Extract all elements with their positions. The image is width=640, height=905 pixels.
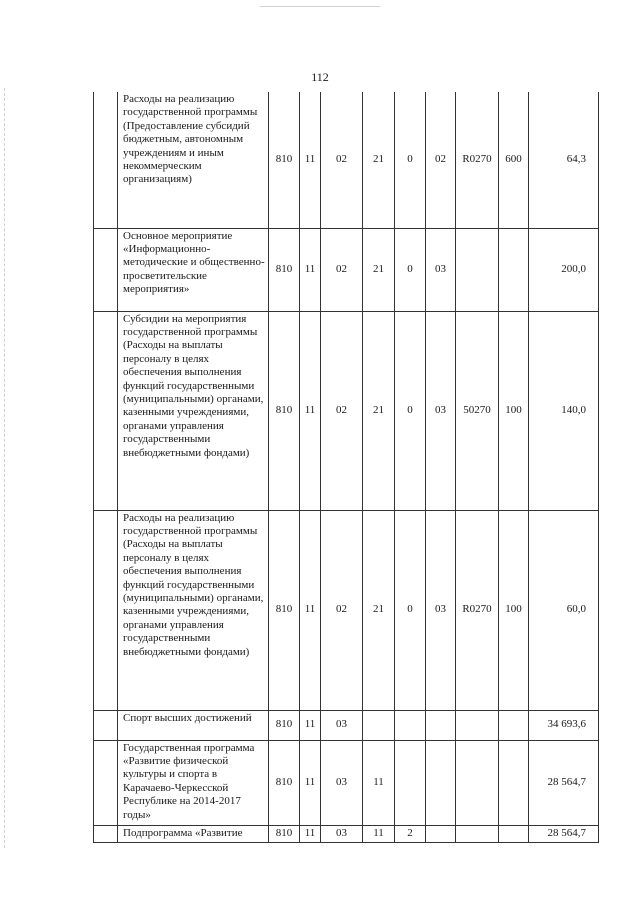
code-cell: 810 — [269, 311, 300, 510]
code-cell: 02 — [321, 228, 363, 311]
page-number: 112 — [311, 70, 329, 84]
table-row — [94, 710, 599, 740]
code-cell: 11 — [300, 311, 321, 510]
amount-cell: 60,0 — [529, 510, 599, 710]
amount-cell: 34 693,6 — [529, 710, 599, 740]
code-cell: 100 — [499, 311, 529, 510]
code-cell — [426, 740, 456, 825]
budget-table — [93, 92, 599, 843]
code-cell — [395, 710, 426, 740]
table-row — [94, 740, 599, 825]
code-cell: 03 — [426, 311, 456, 510]
amount-cell: 200,0 — [529, 228, 599, 311]
code-cell: 03 — [321, 825, 363, 842]
code-cell — [426, 710, 456, 740]
code-cell — [499, 228, 529, 311]
code-cell: 21 — [363, 311, 395, 510]
code-cell: 0 — [395, 92, 426, 228]
code-cell: R0270 — [456, 510, 499, 710]
code-cell — [363, 710, 395, 740]
table-row — [94, 825, 599, 842]
row-index-cell — [94, 825, 118, 842]
row-name: Расходы на реализацию государственной программы (Расходы на выплаты персоналу в целях обеспечения выполнения функций государственными (муниципальными) органами, казенными учреждениями, органами управления государственными внебюджетными фондами) — [118, 510, 269, 710]
amount-cell: 64,3 — [529, 92, 599, 228]
code-cell: 0 — [395, 311, 426, 510]
row-name: Спорт высших достижений — [118, 710, 269, 740]
code-cell: 0 — [395, 228, 426, 311]
code-cell — [499, 740, 529, 825]
amount-cell: 140,0 — [529, 311, 599, 510]
code-cell — [499, 710, 529, 740]
row-name: Расходы на реализацию государственной программы (Предоставление субсидий бюджетным, автономным учреждениям и иным некоммерческим организациям) — [118, 92, 269, 228]
table-row — [94, 92, 599, 228]
row-index-cell — [94, 92, 118, 228]
code-cell: 02 — [426, 92, 456, 228]
code-cell: 11 — [300, 92, 321, 228]
code-cell — [395, 740, 426, 825]
row-index-cell — [94, 740, 118, 825]
row-name: Подпрограмма «Развитие — [118, 825, 269, 842]
code-cell — [499, 825, 529, 842]
code-cell: 810 — [269, 740, 300, 825]
code-cell: 810 — [269, 825, 300, 842]
code-cell: 02 — [321, 510, 363, 710]
code-cell: 11 — [363, 825, 395, 842]
row-name: Государственная программа «Развитие физической культуры и спорта в Карачаево-Черкесской Республике на 2014-2017 годы» — [118, 740, 269, 825]
scan-edge-line — [4, 88, 6, 848]
code-cell: 810 — [269, 228, 300, 311]
code-cell: 11 — [300, 825, 321, 842]
code-cell: 21 — [363, 228, 395, 311]
code-cell: 11 — [300, 710, 321, 740]
code-cell: 03 — [426, 510, 456, 710]
row-index-cell — [94, 510, 118, 710]
row-index-cell — [94, 311, 118, 510]
code-cell — [426, 825, 456, 842]
code-cell — [456, 228, 499, 311]
code-cell: 2 — [395, 825, 426, 842]
code-cell: 600 — [499, 92, 529, 228]
row-name: Основное мероприятие «Информационно-методические и общественно-просветительские мероприятия» — [118, 228, 269, 311]
code-cell: 02 — [321, 311, 363, 510]
table-row — [94, 228, 599, 311]
code-cell — [456, 825, 499, 842]
code-cell — [456, 710, 499, 740]
row-index-cell — [94, 710, 118, 740]
table-row — [94, 311, 599, 510]
code-cell: 810 — [269, 710, 300, 740]
code-cell: 11 — [363, 740, 395, 825]
code-cell: 21 — [363, 510, 395, 710]
code-cell: 02 — [321, 92, 363, 228]
amount-cell: 28 564,7 — [529, 740, 599, 825]
row-index-cell — [94, 228, 118, 311]
code-cell: 50270 — [456, 311, 499, 510]
code-cell: 11 — [300, 228, 321, 311]
code-cell: 810 — [269, 92, 300, 228]
code-cell: 21 — [363, 92, 395, 228]
code-cell: 100 — [499, 510, 529, 710]
code-cell: 0 — [395, 510, 426, 710]
code-cell: 11 — [300, 740, 321, 825]
code-cell: 03 — [321, 740, 363, 825]
code-cell: 03 — [321, 710, 363, 740]
table-row — [94, 510, 599, 710]
amount-cell: 28 564,7 — [529, 825, 599, 842]
code-cell: 810 — [269, 510, 300, 710]
code-cell: R0270 — [456, 92, 499, 228]
code-cell — [456, 740, 499, 825]
code-cell: 03 — [426, 228, 456, 311]
code-cell: 11 — [300, 510, 321, 710]
row-name: Субсидии на мероприятия государственной программы (Расходы на выплаты персоналу в целях обеспечения выполнения функций государственными (муниципальными) органами, казенными учреждениями, органами управления государственными внебюджетными фондами) — [118, 311, 269, 510]
scan-top-rule — [260, 6, 380, 7]
